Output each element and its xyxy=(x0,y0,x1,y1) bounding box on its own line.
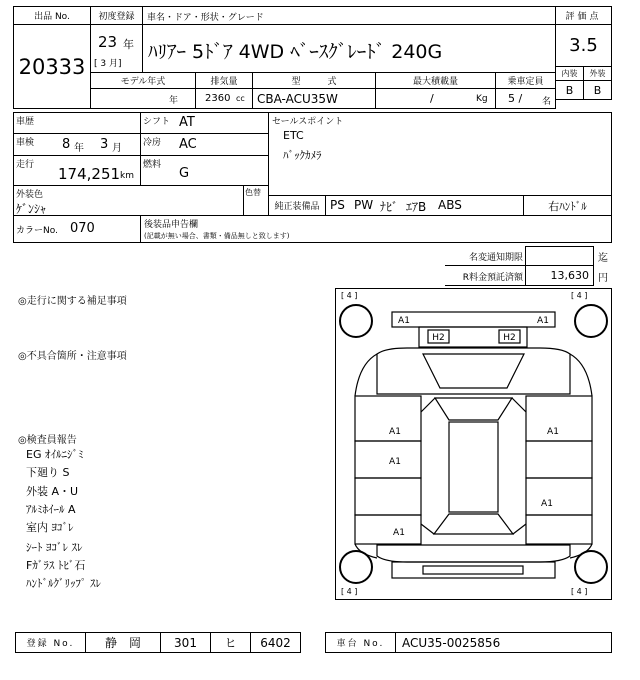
max-load-label: 最大積載量 xyxy=(412,77,458,87)
grade-label: 評価点 xyxy=(565,12,602,22)
displacement-label-cell xyxy=(195,72,253,89)
color-change-cell xyxy=(243,185,269,216)
registration-class-cell xyxy=(160,632,211,653)
recycle-fee-label-cell xyxy=(445,266,526,286)
damage-marker: A1 xyxy=(547,427,559,437)
inspector-report-heading: ◎検査員報告 xyxy=(18,435,77,446)
mileage-cell xyxy=(13,155,141,186)
interior-grade-cell xyxy=(555,80,584,100)
model-type-cell xyxy=(252,88,376,109)
registration-kana-cell xyxy=(210,632,251,653)
body-damage-diagram xyxy=(335,288,612,600)
registration-label: 登録 No. xyxy=(26,639,75,649)
tire-tread-front-right: [ 4 ] xyxy=(571,291,588,300)
inspector-report-item: ｱﾙﾐﾎｲｰﾙ A xyxy=(26,503,76,516)
damage-marker: A1 xyxy=(393,528,405,538)
first-registration-month: [ 3 月] xyxy=(94,59,122,69)
chassis-label-cell xyxy=(325,632,396,653)
damage-marker: H2 xyxy=(432,333,445,343)
interior-grade-label-cell xyxy=(555,66,584,81)
chassis-number: ACU35-0025856 xyxy=(402,636,501,650)
sales-point-item: ETC xyxy=(283,129,304,142)
lot-number: 20333 xyxy=(18,54,86,79)
ac-value: AC xyxy=(179,137,197,152)
registration-region-cell xyxy=(85,632,161,653)
tire-tread-front-left: [ 4 ] xyxy=(341,291,358,300)
mileage-value: 174,251 xyxy=(58,165,121,183)
equipment-label: 純正装備品 xyxy=(274,202,320,212)
max-load-cell xyxy=(375,88,496,109)
sales-points-label: セールスポイント xyxy=(272,117,344,127)
displacement-unit: cc xyxy=(236,94,245,103)
grade-label-cell xyxy=(555,6,612,25)
aftermarket-cell xyxy=(140,215,612,243)
aftermarket-label: 後装品申告欄 xyxy=(144,220,199,230)
model-year-label-cell xyxy=(90,72,196,89)
inspector-report-item: Fｶﾞﾗｽ ﾄﾋﾞ石 xyxy=(26,559,86,572)
inspection-month: 3 xyxy=(100,137,109,152)
equipment-item: ｴｱB xyxy=(406,200,427,214)
interior-grade: B xyxy=(565,83,574,97)
interior-grade-label: 内装 xyxy=(561,69,578,78)
chassis-label: 車台 No. xyxy=(336,639,385,649)
registration-label-cell xyxy=(15,632,86,653)
registration-kana: ヒ xyxy=(224,636,237,650)
sales-points-cell xyxy=(268,112,612,196)
displacement-cell xyxy=(195,88,253,109)
grade-score-cell xyxy=(555,24,612,67)
grade-score: 3.5 xyxy=(569,35,598,56)
history-label: 車歴 xyxy=(16,117,35,127)
color-number-cell xyxy=(13,215,141,243)
registration-class: 301 xyxy=(174,635,197,650)
model-year-unit: 年 xyxy=(169,96,179,106)
aftermarket-note: (記載が無い場合、書類・備品無しと致します) xyxy=(144,232,290,240)
fuel-cell xyxy=(140,155,269,186)
chassis-number-cell xyxy=(395,632,612,653)
first-registration-label-cell xyxy=(90,6,143,25)
vehicle-name-label-cell xyxy=(142,6,556,25)
shift-cell xyxy=(140,112,269,134)
exterior-grade-label-cell xyxy=(583,66,612,81)
exterior-color-label: 外装色 xyxy=(16,190,44,200)
model-year-label: モデル年式 xyxy=(120,77,166,87)
name-change-label-cell xyxy=(445,246,526,266)
lot-number-label: 出品 No. xyxy=(34,12,70,22)
ac-label: 冷房 xyxy=(143,138,162,148)
capacity-label-cell xyxy=(495,72,556,89)
ac-cell xyxy=(140,133,269,156)
lot-number-cell xyxy=(13,24,91,109)
exterior-grade: B xyxy=(593,83,602,97)
sales-point-item: ﾊﾞｯｸｶﾒﾗ xyxy=(283,149,322,162)
mileage-label: 走行 xyxy=(16,160,35,170)
registration-serial: 6402 xyxy=(260,635,291,650)
max-load-label-cell xyxy=(375,72,496,89)
equipment-item: ABS xyxy=(438,198,462,212)
vehicle-name-cell xyxy=(142,24,556,73)
inspector-report-item: ｼｰﾄ ﾖｺﾞﾚ ｽﾚ xyxy=(26,541,83,554)
damage-marker: A1 xyxy=(389,457,401,467)
damage-marker: A1 xyxy=(389,427,401,437)
lot-number-label-cell xyxy=(13,6,91,25)
model-year-cell xyxy=(90,88,196,109)
defect-notes-heading: ◎不具合箇所・注意事項 xyxy=(18,351,127,362)
tire-tread-rear-left: [ 4 ] xyxy=(341,587,358,596)
equipment-item: PW xyxy=(354,198,374,212)
inspection-label: 車検 xyxy=(16,138,35,148)
first-registration-year: 23 xyxy=(98,33,118,51)
model-type-value: CBA-ACU35W xyxy=(257,92,338,106)
inspection-year: 8 xyxy=(62,137,71,152)
equipment-item: PS xyxy=(330,198,345,212)
capacity-label: 乗車定員 xyxy=(507,77,544,87)
shift-value: AT xyxy=(179,115,195,130)
recycle-fee-label: R料金預託済額 xyxy=(462,273,523,283)
vehicle-name: ﾊﾘｱｰ 5ﾄﾞｱ 4WD ﾍﾞｰｽｸﾞﾚｰﾄﾞ 240G xyxy=(148,41,443,63)
max-load-unit: Kg xyxy=(476,94,488,104)
history-cell xyxy=(13,112,141,134)
inspector-report-item: EG ｵｲﾙﾆｼﾞﾐ xyxy=(26,448,84,461)
model-type-label-cell xyxy=(252,72,376,89)
first-registration-year-unit: 年 xyxy=(123,38,134,51)
inspection-year-unit: 年 xyxy=(74,143,84,154)
capacity-value: 5 / xyxy=(508,92,523,105)
first-registration-cell xyxy=(90,24,143,73)
color-change-label: 色替 xyxy=(245,188,261,197)
recycle-fee-unit: 円 xyxy=(598,273,608,284)
steering-value: 右ﾊﾝﾄﾞﾙ xyxy=(548,199,587,213)
name-change-value-cell xyxy=(525,246,594,266)
damage-marker: A1 xyxy=(541,499,553,509)
tire-tread-rear-right: [ 4 ] xyxy=(571,587,588,596)
damage-marker: A1 xyxy=(537,316,549,326)
inspector-report-item: 室内 ﾖｺﾞﾚ xyxy=(26,521,74,534)
color-number-label: カラーNo. xyxy=(16,226,58,236)
displacement-value: 2360 xyxy=(205,93,231,104)
capacity-cell xyxy=(495,88,556,109)
fuel-label: 燃料 xyxy=(143,160,162,170)
exterior-color-value: ｹﾞﾝｼｬ xyxy=(16,202,47,216)
vehicle-name-label: 車名・ドア・形状・グレード xyxy=(147,13,264,23)
inspector-report-item: 下廻り S xyxy=(26,466,70,479)
capacity-unit: 名 xyxy=(542,97,552,107)
color-number-value: 070 xyxy=(70,221,95,236)
exterior-grade-label: 外装 xyxy=(589,69,606,78)
equipment-item: ﾅﾋﾞ xyxy=(380,200,399,214)
name-change-label: 名変通知期限 xyxy=(468,253,523,263)
inspection-month-unit: 月 xyxy=(112,143,122,154)
displacement-label: 排気量 xyxy=(210,77,238,87)
damage-marker: A1 xyxy=(398,316,410,326)
max-load-value: / xyxy=(430,92,434,105)
inspector-report-item: 外装 A・U xyxy=(26,485,79,498)
registration-region: 静 岡 xyxy=(104,636,141,650)
registration-serial-cell xyxy=(250,632,301,653)
driving-notes-heading: ◎走行に関する補足事項 xyxy=(18,296,127,307)
fuel-value: G xyxy=(179,166,190,181)
equipment-label-cell xyxy=(268,195,326,216)
exterior-grade-cell xyxy=(583,80,612,100)
recycle-fee-cell xyxy=(525,265,594,286)
shift-label: シフト xyxy=(143,117,171,127)
name-change-unit: 迄 xyxy=(598,253,608,264)
model-type-label: 型 式 xyxy=(291,77,337,87)
mileage-unit: km xyxy=(120,171,134,181)
inspector-report-item: ﾊﾝﾄﾞﾙｸﾞﾘｯﾌﾟ ｽﾚ xyxy=(26,577,101,590)
steering-cell xyxy=(523,195,612,216)
inspection-cell xyxy=(13,133,141,156)
first-registration-label: 初度登録 xyxy=(98,12,135,22)
exterior-color-cell xyxy=(13,185,244,216)
equipment-cell xyxy=(325,195,524,216)
damage-marker: H2 xyxy=(503,333,516,343)
recycle-fee-value: 13,630 xyxy=(550,269,589,282)
